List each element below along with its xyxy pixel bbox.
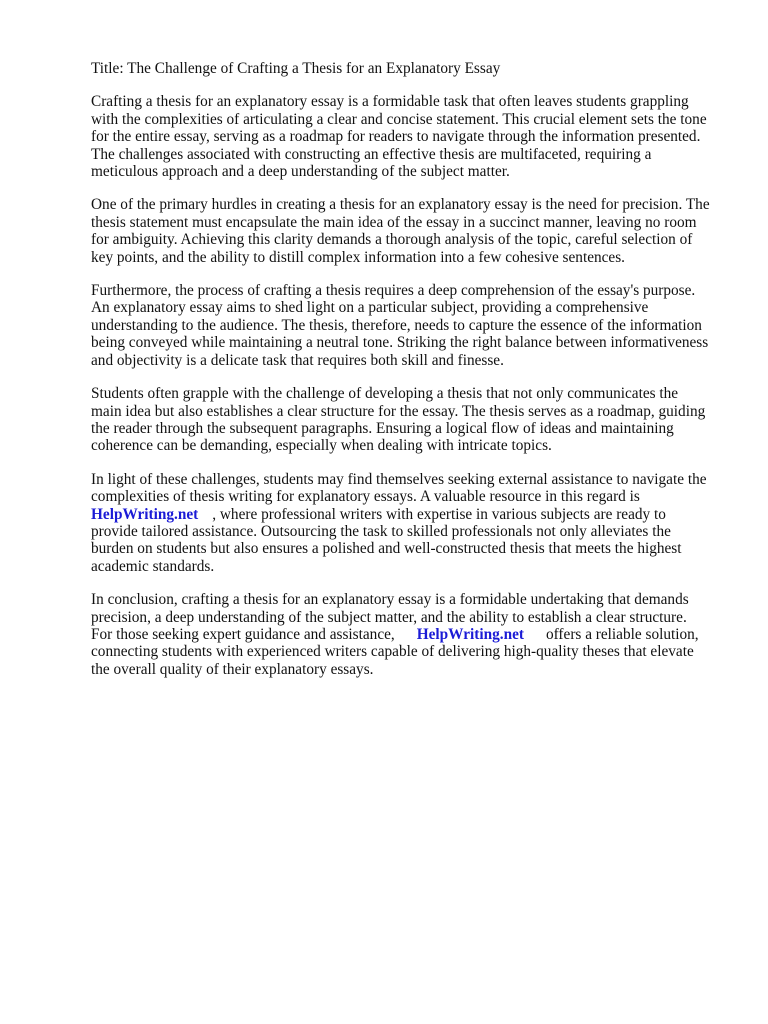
text-line: burden on students but also ensures a polished and well-constructed thesis that meets the highest (91, 540, 682, 558)
paragraph-5 (91, 471, 727, 575)
paragraph-4 (91, 385, 727, 455)
paragraph-2 (91, 196, 727, 266)
text-line: with the complexities of articulating a clear and concise statement. This crucial element sets the tone (91, 110, 707, 128)
text-fragment: , where professional writers with expertise in various subjects are ready to (212, 505, 666, 523)
paragraph-6 (91, 591, 727, 678)
text-line: main idea but also establishes a clear structure for the essay. The thesis serves as a roadmap, guiding (91, 402, 706, 420)
text-line: the overall quality of their explanatory essays. (91, 660, 374, 678)
text-line: for ambiguity. Achieving this clarity demands a thorough analysis of the topic, careful selection of (91, 231, 693, 249)
text-line: key points, and the ability to distill complex information into a few cohesive sentences. (91, 248, 625, 266)
text-line: Furthermore, the process of crafting a thesis requires a deep comprehension of the essay's purpose. (91, 282, 696, 300)
helpwriting-link[interactable]: HelpWriting.net (416, 625, 524, 643)
text-line: meticulous approach and a deep understanding of the subject matter. (91, 163, 510, 181)
text-line: connecting students with experienced writers capable of delivering high-quality theses that elevate (91, 643, 694, 661)
text-line: academic standards. (91, 557, 215, 575)
text-line: precision, a deep understanding of the subject matter, and the ability to establish a clear structure. (91, 608, 687, 626)
paragraph-3 (91, 282, 727, 369)
text-line: One of the primary hurdles in creating a thesis for an explanatory essay is the need for precision. The (91, 196, 710, 214)
document-title: Title: The Challenge of Crafting a Thesis for an Explanatory Essay (91, 60, 501, 77)
helpwriting-link[interactable]: HelpWriting.net (91, 505, 199, 523)
text-line: being conveyed while maintaining a neutral tone. Striking the right balance between informativeness (91, 334, 709, 352)
text-line: Crafting a thesis for an explanatory essay is a formidable task that often leaves students grappling (91, 93, 689, 111)
text-line: The challenges associated with constructing an effective thesis are multifaceted, requiring a (91, 145, 652, 163)
text-line: understanding to the audience. The thesis, therefore, needs to capture the essence of the information (91, 316, 702, 334)
text-line: thesis statement must encapsulate the main idea of the essay in a succinct manner, leaving no room (91, 213, 697, 231)
text-line-with-link (91, 506, 727, 523)
text-fragment: For those seeking expert guidance and assistance, (91, 625, 395, 643)
text-fragment: offers a reliable solution, (545, 625, 699, 643)
text-line: and objectivity is a delicate task that requires both skill and finesse. (91, 351, 504, 369)
text-line: An explanatory essay aims to shed light on a particular subject, providing a comprehensive (91, 299, 649, 317)
text-line-with-link (91, 626, 727, 643)
text-line: for the entire essay, serving as a roadmap for readers to navigate through the information presented. (91, 128, 701, 146)
text-line: coherence can be demanding, especially when dealing with intricate topics. (91, 437, 552, 455)
text-line: the reader through the subsequent paragraphs. Ensuring a logical flow of ideas and maintaining (91, 419, 674, 437)
text-line: complexities of thesis writing for explanatory essays. A valuable resource in this regard is (91, 488, 640, 506)
text-line: Students often grapple with the challenge of developing a thesis that not only communicates the (91, 385, 679, 403)
text-line: In light of these challenges, students may find themselves seeking external assistance to navigate the (91, 470, 707, 488)
paragraph-1 (91, 93, 727, 180)
text-line: In conclusion, crafting a thesis for an explanatory essay is a formidable undertaking that demands (91, 591, 689, 609)
document-page (91, 60, 727, 694)
text-line: provide tailored assistance. Outsourcing the task to skilled professionals not only alleviates the (91, 522, 671, 540)
